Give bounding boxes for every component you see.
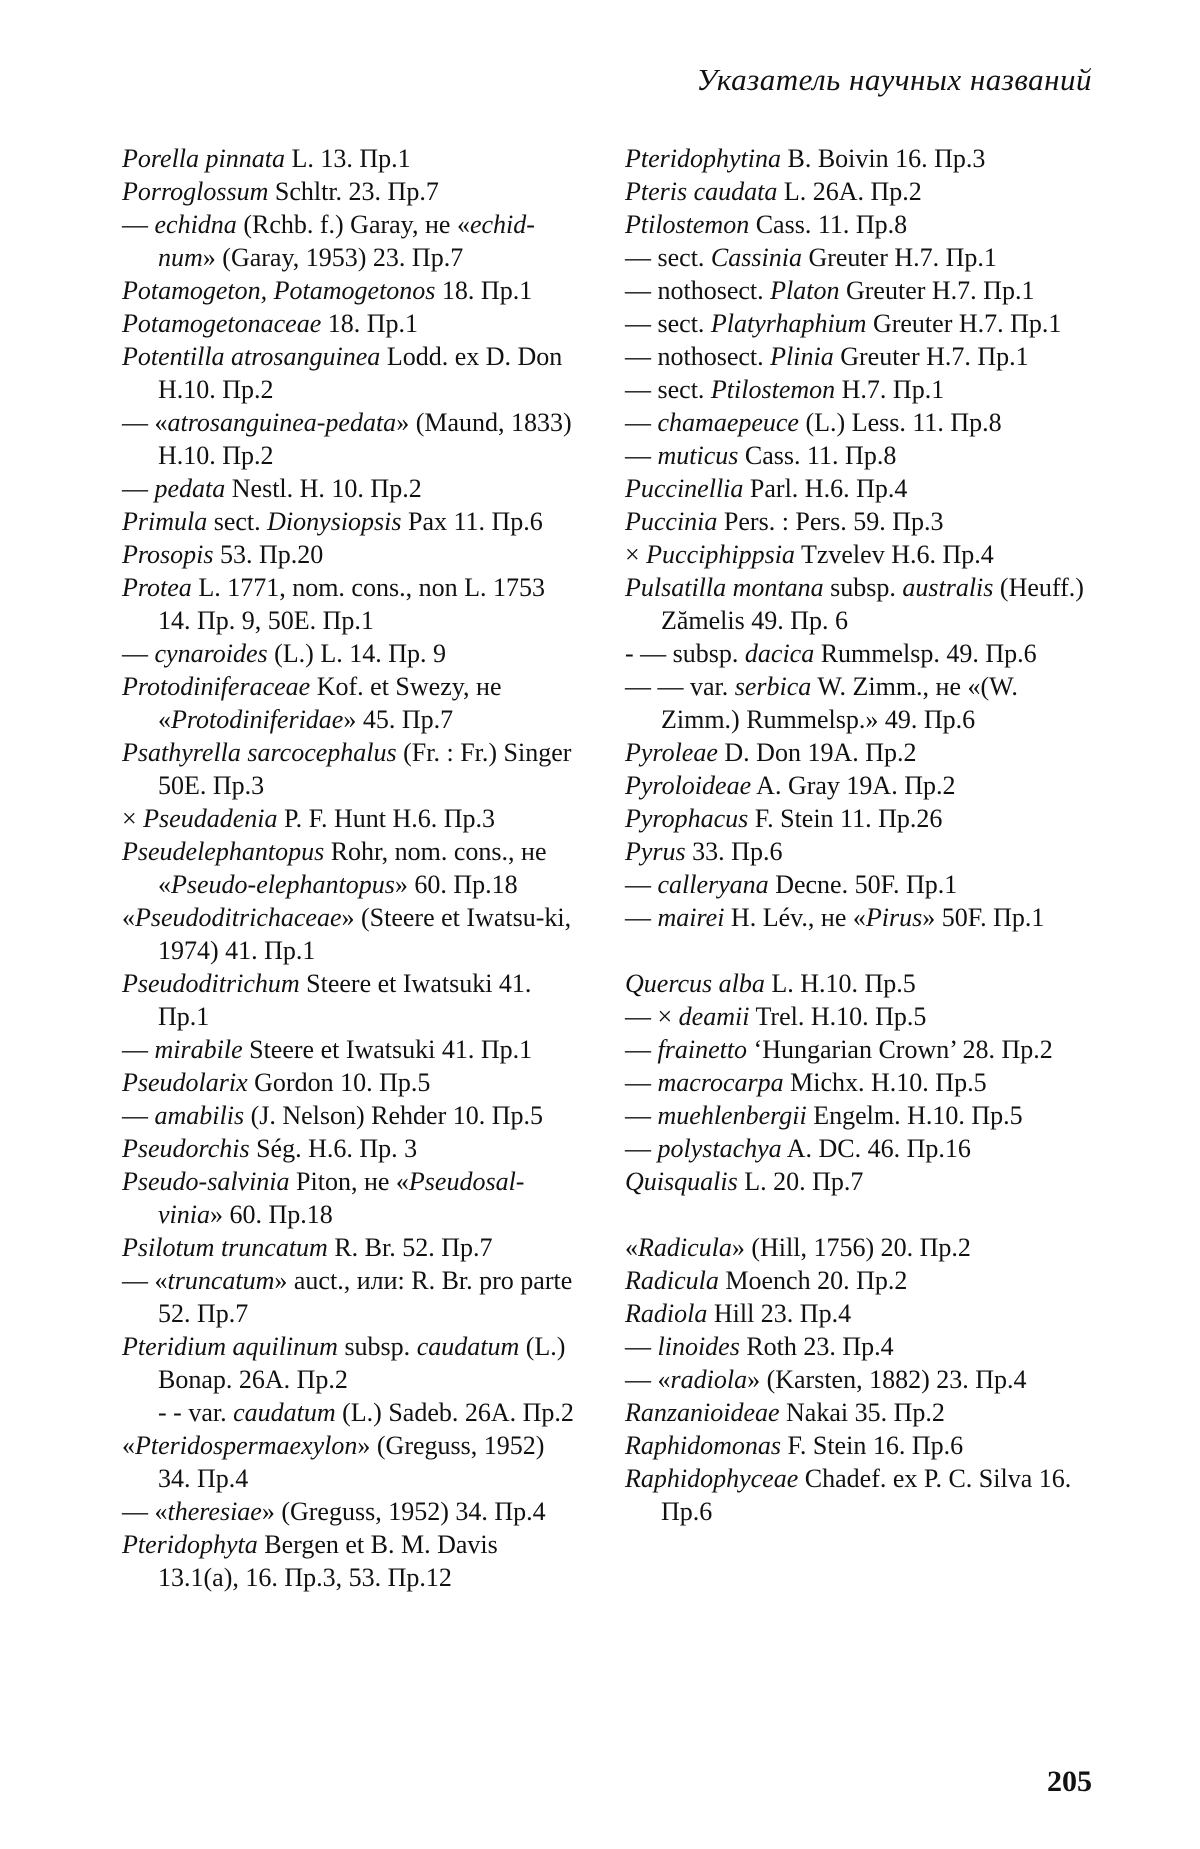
taxon-name: Radicula xyxy=(625,1266,719,1295)
index-entry xyxy=(625,736,1093,769)
entry-text: Trel. H.10. Пр.5 xyxy=(749,1002,927,1031)
index-entry xyxy=(625,1429,1093,1462)
taxon-name: Pyroloideae xyxy=(625,771,752,800)
entry-text: 53. Пр.20 xyxy=(213,540,324,569)
entry-text: B. Boivin 16. Пр.3 xyxy=(780,144,986,173)
entry-text: — xyxy=(625,1035,658,1064)
index-entry xyxy=(625,142,1093,175)
entry-text: - — subsp. xyxy=(625,639,745,668)
entry-text: L. 26A. Пр.2 xyxy=(777,177,922,206)
index-entry xyxy=(625,307,1093,340)
entry-text: R. Br. 52. Пр.7 xyxy=(327,1233,493,1262)
entry-text: L. H.10. Пр.5 xyxy=(764,969,916,998)
entry-text: Cass. 11. Пр.8 xyxy=(738,441,897,470)
taxon-name: Pteridium aquilinum xyxy=(122,1332,338,1361)
entry-text: » 60. Пр.18 xyxy=(394,870,518,899)
entry-text: Cass. 11. Пр.8 xyxy=(749,210,908,239)
taxon-name: Pseudo-salvinia xyxy=(122,1167,290,1196)
entry-text: Nestl. H. 10. Пр.2 xyxy=(225,474,422,503)
entry-text: — nothosect. xyxy=(625,342,771,371)
index-entry xyxy=(122,670,582,736)
index-entry xyxy=(122,967,582,1033)
entry-text: H.7. Пр.1 xyxy=(835,375,945,404)
index-entry xyxy=(122,208,582,274)
entry-text: » 45. Пр.7 xyxy=(343,705,454,734)
index-entry xyxy=(122,835,582,901)
entry-text: P. F. Hunt H.6. Пр.3 xyxy=(277,804,495,833)
entry-text: — xyxy=(122,474,155,503)
taxon-name: mirabile xyxy=(154,1035,243,1064)
index-entry xyxy=(625,835,1093,868)
taxon-name: muehlenbergii xyxy=(657,1101,807,1130)
index-entry xyxy=(122,406,582,472)
entry-text: « xyxy=(122,1431,135,1460)
index-entry xyxy=(625,208,1093,241)
entry-text: » 50F. Пр.1 xyxy=(922,903,1045,932)
index-entry xyxy=(625,1231,1093,1264)
taxon-name: Pulsatilla montana xyxy=(625,573,824,602)
taxon-name: echid-num xyxy=(158,210,535,272)
taxon-name: calleryana xyxy=(657,870,769,899)
index-entry xyxy=(625,439,1093,472)
entry-text: Greuter H.7. Пр.1 xyxy=(839,276,1035,305)
index-entry xyxy=(625,901,1093,934)
entry-text: H. Lév., не « xyxy=(724,903,866,932)
index-entry xyxy=(122,274,582,307)
taxon-name: atrosanguinea-pedata xyxy=(167,408,397,437)
taxon-name: Primula xyxy=(122,507,208,536)
taxon-name: Pseudoditrichum xyxy=(122,969,300,998)
taxon-name: Ranzanioideae xyxy=(625,1398,780,1427)
entry-text: Engelm. H.10. Пр.5 xyxy=(806,1101,1023,1130)
taxon-name: Pseudelephantopus xyxy=(122,837,325,866)
taxon-name: Porella pinnata xyxy=(122,144,285,173)
entry-text: — « xyxy=(122,1497,168,1526)
section-gap xyxy=(625,1198,1093,1231)
index-entry xyxy=(625,1132,1093,1165)
entry-text: Pers. : Pers. 59. Пр.3 xyxy=(717,507,944,536)
taxon-name: caudatum xyxy=(416,1332,520,1361)
entry-text: — « xyxy=(625,1365,671,1394)
entry-text: Roth 23. Пр.4 xyxy=(739,1332,894,1361)
entry-text: Parl. H.6. Пр.4 xyxy=(743,474,908,503)
taxon-name: Pseudorchis xyxy=(122,1134,250,1163)
entry-text: (L.) Less. 11. Пр.8 xyxy=(798,408,1002,437)
entry-text: — xyxy=(625,1068,658,1097)
taxon-name: dacica xyxy=(744,639,815,668)
taxon-name: polystachya xyxy=(657,1134,782,1163)
taxon-name: Pseudolarix xyxy=(122,1068,248,1097)
entry-text: A. Gray 19A. Пр.2 xyxy=(751,771,956,800)
entry-text: » 60. Пр.18 xyxy=(210,1200,333,1229)
index-entry xyxy=(122,1066,582,1099)
left-column xyxy=(122,142,582,1594)
taxon-name: Pteridophyta xyxy=(122,1530,258,1559)
taxon-name: Potentilla atrosanguinea xyxy=(122,342,381,371)
index-entry xyxy=(122,1330,582,1396)
index-entry xyxy=(625,505,1093,538)
taxon-name: Pirus xyxy=(865,903,923,932)
taxon-name: linoides xyxy=(657,1332,740,1361)
entry-text: L. 1771, nom. cons., non L. 1753 14. Пр. 9, 50E. Пр.1 xyxy=(158,573,545,635)
right-column xyxy=(625,142,1093,1528)
index-entry xyxy=(122,307,582,340)
page-number: 205 xyxy=(1047,1765,1092,1798)
entry-text: Gordon 10. Пр.5 xyxy=(247,1068,431,1097)
taxon-name: Pteris caudata xyxy=(625,177,778,206)
entry-text: Hill 23. Пр.4 xyxy=(707,1299,852,1328)
taxon-name: macrocarpa xyxy=(657,1068,784,1097)
index-entry xyxy=(625,175,1093,208)
entry-text: — xyxy=(625,408,658,437)
entry-text: × xyxy=(122,804,144,833)
taxon-name: Plinia xyxy=(770,342,834,371)
taxon-name: Protodiniferaceae xyxy=(122,672,311,701)
index-entry xyxy=(122,1396,582,1429)
entry-text: (Rchb. f.) Garay, не « xyxy=(236,210,470,239)
index-entry xyxy=(122,802,582,835)
index-entry xyxy=(625,373,1093,406)
entry-text: — xyxy=(625,441,658,470)
entry-text: — « xyxy=(122,1266,168,1295)
entry-text: — xyxy=(122,210,155,239)
index-entry xyxy=(625,1066,1093,1099)
taxon-name: Quisqualis xyxy=(625,1167,738,1196)
index-entry xyxy=(625,1330,1093,1363)
entry-text: » (Greguss, 1952) 34. Пр.4 xyxy=(158,1431,545,1493)
taxon-name: caudatum xyxy=(233,1398,336,1427)
taxon-name: Protodiniferidae xyxy=(171,705,344,734)
entry-text: Piton, не « xyxy=(289,1167,409,1196)
taxon-name: Psilotum truncatum xyxy=(122,1233,328,1262)
entry-text: (L.) Sadeb. 26A. Пр.2 xyxy=(335,1398,574,1427)
index-entry xyxy=(625,1462,1093,1528)
index-entry xyxy=(625,1099,1093,1132)
index-entry xyxy=(625,1000,1093,1033)
index-entry xyxy=(122,1165,582,1231)
taxon-name: deamii xyxy=(678,1002,750,1031)
index-entry xyxy=(625,1396,1093,1429)
entry-text: Greuter H.7. Пр.1 xyxy=(801,243,997,272)
index-entry xyxy=(625,1165,1093,1198)
index-entry xyxy=(625,1033,1093,1066)
running-title: Указатель научных названий xyxy=(696,62,1092,97)
entry-text: subsp. xyxy=(337,1332,417,1361)
taxon-name: Pteridospermaexylon xyxy=(135,1431,358,1460)
entry-text: — nothosect. xyxy=(625,276,771,305)
index-entry xyxy=(625,967,1093,1000)
taxon-name: Platyrhaphium xyxy=(710,309,867,338)
entry-text: » (Hill, 1756) 20. Пр.2 xyxy=(731,1233,971,1262)
entry-text: W. Zimm., не «(W. Zimm.) Rummelsp.» 49. Пр.6 xyxy=(661,672,1018,734)
entry-text: Greuter H.7. Пр.1 xyxy=(866,309,1062,338)
index-entry xyxy=(122,1132,582,1165)
index-entry xyxy=(122,1264,582,1330)
index-entry xyxy=(122,1495,582,1528)
index-entry xyxy=(625,802,1093,835)
taxon-name: Potamogeton, Potamogetonos xyxy=(122,276,436,305)
taxon-name: frainetto xyxy=(657,1035,748,1064)
entry-text: Decne. 50F. Пр.1 xyxy=(768,870,958,899)
taxon-name: Porroglossum xyxy=(122,177,269,206)
entry-text: sect. xyxy=(207,507,268,536)
entry-text: » (Steere et Iwatsu-ki, 1974) 41. Пр.1 xyxy=(158,903,572,965)
taxon-name: radiola xyxy=(670,1365,748,1394)
entry-text: Lodd. ex D. Don H.10. Пр.2 xyxy=(158,342,563,404)
taxon-name: theresiae xyxy=(167,1497,262,1526)
entry-text: » (Maund, 1833) H.10. Пр.2 xyxy=(158,408,572,470)
entry-text: Pax 11. Пр.6 xyxy=(401,507,543,536)
index-entry xyxy=(625,274,1093,307)
entry-text: ‘Hungarian Crown’ 28. Пр.2 xyxy=(747,1035,1053,1064)
entry-text: 18. Пр.1 xyxy=(435,276,533,305)
entry-text: — xyxy=(625,870,658,899)
entry-text: — xyxy=(625,1134,658,1163)
entry-text: - - var. xyxy=(158,1398,234,1427)
index-entry xyxy=(625,1363,1093,1396)
entry-text: A. DC. 46. Пр.16 xyxy=(781,1134,971,1163)
entry-text: » (Garay, 1953) 23. Пр.7 xyxy=(202,243,464,272)
index-entry xyxy=(122,505,582,538)
index-entry xyxy=(122,901,582,967)
index-entry xyxy=(122,736,582,802)
entry-text: « xyxy=(625,1233,638,1262)
entry-text: × xyxy=(625,540,647,569)
index-entry xyxy=(122,472,582,505)
entry-text: Moench 20. Пр.2 xyxy=(718,1266,908,1295)
entry-text: — xyxy=(122,639,155,668)
taxon-name: Puccinia xyxy=(625,507,718,536)
entry-text: Greuter H.7. Пр.1 xyxy=(833,342,1029,371)
taxon-name: truncatum xyxy=(167,1266,275,1295)
taxon-name: Cassinia xyxy=(710,243,802,272)
entry-text: (L.) Bonap. 26A. Пр.2 xyxy=(158,1332,566,1394)
index-entry xyxy=(122,538,582,571)
index-entry xyxy=(625,868,1093,901)
entry-text: Kof. et Swezy, не « xyxy=(158,672,502,734)
index-entry xyxy=(625,538,1093,571)
taxon-name: echidna xyxy=(154,210,237,239)
taxon-name: Pyroleae xyxy=(625,738,718,767)
index-entry xyxy=(122,1528,582,1594)
entry-text: Michx. H.10. Пр.5 xyxy=(783,1068,987,1097)
taxon-name: Psathyrella sarcocephalus xyxy=(122,738,397,767)
taxon-name: mairei xyxy=(657,903,725,932)
entry-text: Bergen et B. M. Davis 13.1(a), 16. Пр.3, 53. Пр.12 xyxy=(158,1530,498,1592)
entry-text: — sect. xyxy=(625,309,711,338)
entry-text: Tzvelev H.6. Пр.4 xyxy=(794,540,994,569)
taxon-name: Radiola xyxy=(625,1299,708,1328)
section-gap xyxy=(625,934,1093,967)
entry-text: 18. Пр.1 xyxy=(321,309,419,338)
taxon-name: Pyrophacus xyxy=(625,804,749,833)
index-entry xyxy=(625,637,1093,670)
taxon-name: Ptilostemon xyxy=(625,210,750,239)
index-entry xyxy=(122,1099,582,1132)
taxon-name: Pseudo-elephantopus xyxy=(171,870,395,899)
entry-text: « xyxy=(122,903,135,932)
entry-text: » auct., или: R. Br. pro parte 52. Пр.7 xyxy=(158,1266,573,1328)
taxon-name: serbica xyxy=(734,672,812,701)
entry-text: 33. Пр.6 xyxy=(685,837,783,866)
taxon-name: Prosopis xyxy=(122,540,214,569)
taxon-name: Puccinellia xyxy=(625,474,744,503)
index-entry xyxy=(122,340,582,406)
index-entry xyxy=(625,1297,1093,1330)
index-entry xyxy=(122,637,582,670)
entry-text: (Heuff.) Zămelis 49. Пр. 6 xyxy=(661,573,1084,635)
taxon-name: cynaroides xyxy=(154,639,268,668)
index-entry xyxy=(122,1231,582,1264)
taxon-name: amabilis xyxy=(154,1101,245,1130)
entry-text: F. Stein 11. Пр.26 xyxy=(748,804,943,833)
taxon-name: Quercus alba xyxy=(625,969,765,998)
taxon-name: Raphidophyceae xyxy=(625,1464,799,1493)
entry-text: — xyxy=(625,1332,658,1361)
taxon-name: Radicula xyxy=(638,1233,732,1262)
entry-text: D. Don 19A. Пр.2 xyxy=(717,738,917,767)
entry-text: Chadef. ex P. C. Silva 16. Пр.6 xyxy=(661,1464,1072,1526)
entry-text: — xyxy=(625,903,658,932)
taxon-name: Pyrus xyxy=(625,837,686,866)
entry-text: (J. Nelson) Rehder 10. Пр.5 xyxy=(244,1101,544,1130)
entry-text: — sect. xyxy=(625,243,711,272)
entry-text: » (Karsten, 1882) 23. Пр.4 xyxy=(747,1365,1027,1394)
index-entry xyxy=(625,340,1093,373)
entry-text: — xyxy=(625,1101,658,1130)
taxon-name: Ptilostemon xyxy=(710,375,836,404)
index-entry xyxy=(625,241,1093,274)
entry-text: Rohr, nom. cons., не « xyxy=(158,837,547,899)
index-entry xyxy=(122,571,582,637)
entry-text: — « xyxy=(122,408,168,437)
entry-text: (Fr. : Fr.) Singer 50E. Пр.3 xyxy=(158,738,572,800)
entry-text: » (Greguss, 1952) 34. Пр.4 xyxy=(261,1497,546,1526)
entry-text: Nakai 35. Пр.2 xyxy=(779,1398,945,1427)
taxon-name: Pseudosal-vinia xyxy=(158,1167,525,1229)
index-entry xyxy=(625,571,1093,637)
taxon-name: Platon xyxy=(770,276,840,305)
taxon-name: muticus xyxy=(657,441,739,470)
entry-text: Rummelsp. 49. Пр.6 xyxy=(814,639,1037,668)
index-entry xyxy=(122,142,582,175)
entry-text: Ség. H.6. Пр. 3 xyxy=(249,1134,418,1163)
taxon-name: Pucciphippsia xyxy=(646,540,795,569)
taxon-name: pedata xyxy=(154,474,226,503)
index-entry xyxy=(625,769,1093,802)
index-entry xyxy=(625,406,1093,439)
entry-text: — xyxy=(122,1035,155,1064)
entry-text: L. 13. Пр.1 xyxy=(284,144,411,173)
taxon-name: Potamogetonaceae xyxy=(122,309,322,338)
taxon-name: Pteridophytina xyxy=(625,144,781,173)
entry-text: subsp. xyxy=(823,573,903,602)
index-entry xyxy=(625,1264,1093,1297)
index-entry xyxy=(625,472,1093,505)
entry-text: — — var. xyxy=(625,672,735,701)
taxon-name: Protea xyxy=(122,573,192,602)
taxon-name: Dionysiopsis xyxy=(267,507,402,536)
index-entry xyxy=(122,175,582,208)
entry-text: Schltr. 23. Пр.7 xyxy=(268,177,439,206)
index-entry xyxy=(122,1429,582,1495)
entry-text: F. Stein 16. Пр.6 xyxy=(781,1431,964,1460)
taxon-name: Raphidomonas xyxy=(625,1431,781,1460)
taxon-name: chamaepeuce xyxy=(657,408,799,437)
entry-text: — sect. xyxy=(625,375,711,404)
taxon-name: Pseudoditrichaceae xyxy=(135,903,342,932)
entry-text: L. 20. Пр.7 xyxy=(737,1167,864,1196)
taxon-name: Pseudadenia xyxy=(143,804,278,833)
entry-text: — × xyxy=(625,1002,679,1031)
entry-text: Steere et Iwatsuki 41. Пр.1 xyxy=(242,1035,533,1064)
entry-text: — xyxy=(122,1101,155,1130)
index-entry xyxy=(122,1033,582,1066)
index-entry xyxy=(625,670,1093,736)
entry-text: Steere et Iwatsuki 41. Пр.1 xyxy=(158,969,532,1031)
entry-text: (L.) L. 14. Пр. 9 xyxy=(267,639,446,668)
taxon-name: australis xyxy=(902,573,994,602)
